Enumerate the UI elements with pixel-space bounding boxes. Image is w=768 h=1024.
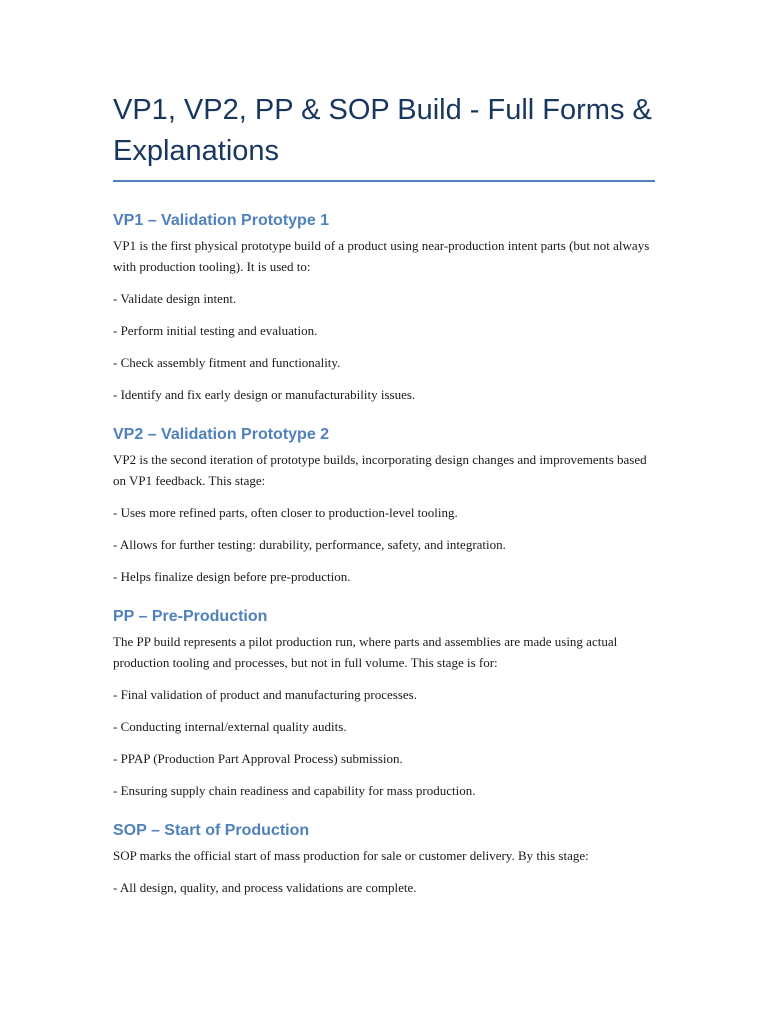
section-sop — [113, 821, 658, 898]
title-underline — [113, 180, 655, 182]
section-heading-pp: PP – Pre-Production — [113, 608, 268, 625]
section-vp1 — [113, 211, 658, 405]
list-item: - Allows for further testing: durability, performance, safety, and integration. — [113, 537, 506, 552]
section-heading-vp2: VP2 – Validation Prototype 2 — [113, 426, 330, 443]
list-item: - PPAP (Production Part Approval Process) submission. — [113, 751, 403, 766]
section-pp — [113, 607, 658, 801]
section-vp2 — [113, 425, 658, 587]
section-heading-sop: SOP – Start of Production — [113, 822, 310, 839]
list-item: - Validate design intent. — [113, 291, 237, 306]
list-item: - Uses more refined parts, often closer to production-level tooling. — [113, 505, 458, 520]
list-item: - Perform initial testing and evaluation. — [113, 323, 318, 338]
list-item: - Conducting internal/external quality audits. — [113, 719, 347, 734]
document-body — [113, 90, 658, 909]
section-intro-vp2: VP2 is the second iteration of prototype builds, incorporating design changes and improvements based on VP1 feedback. This stage: — [113, 452, 647, 488]
list-item: - Final validation of product and manufacturing processes. — [113, 687, 417, 702]
list-item: - Check assembly fitment and functionality. — [113, 355, 341, 370]
list-item: - Identify and fix early design or manufacturability issues. — [113, 387, 416, 402]
section-heading-vp1: VP1 – Validation Prototype 1 — [113, 212, 330, 229]
list-item: - All design, quality, and process validations are complete. — [113, 880, 417, 895]
section-intro-sop: SOP marks the official start of mass production for sale or customer delivery. By this stage: — [113, 848, 589, 863]
list-item: - Helps finalize design before pre-production. — [113, 569, 351, 584]
document-title: VP1, VP2, PP & SOP Build - Full Forms & Explanations — [113, 94, 652, 167]
list-item: - Ensuring supply chain readiness and capability for mass production. — [113, 783, 476, 798]
section-intro-vp1: VP1 is the first physical prototype build of a product using near-production intent parts (but not always with production tooling). It is used to: — [113, 238, 650, 274]
section-intro-pp: The PP build represents a pilot production run, where parts and assemblies are made using actual production tooling and processes, but not in full volume. This stage is for: — [113, 634, 618, 670]
